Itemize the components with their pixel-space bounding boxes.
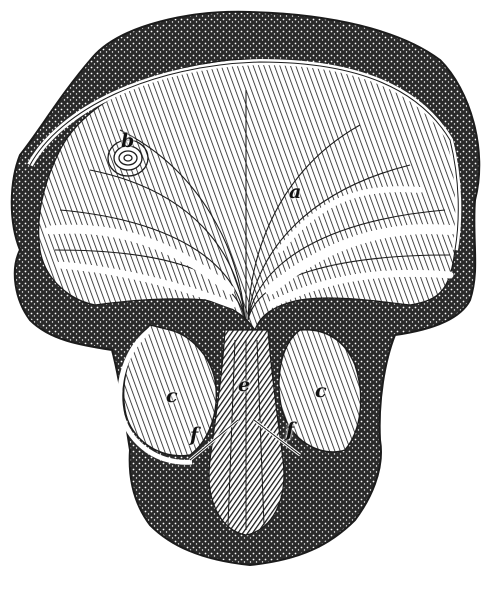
- label-b: b: [121, 130, 135, 152]
- label-c-left: c: [166, 385, 178, 407]
- label-c-right: c: [315, 380, 327, 402]
- label-a: a: [289, 181, 302, 203]
- label-e: e: [238, 374, 251, 396]
- label-f-right: f: [286, 419, 295, 441]
- label-f-left: f: [190, 424, 199, 446]
